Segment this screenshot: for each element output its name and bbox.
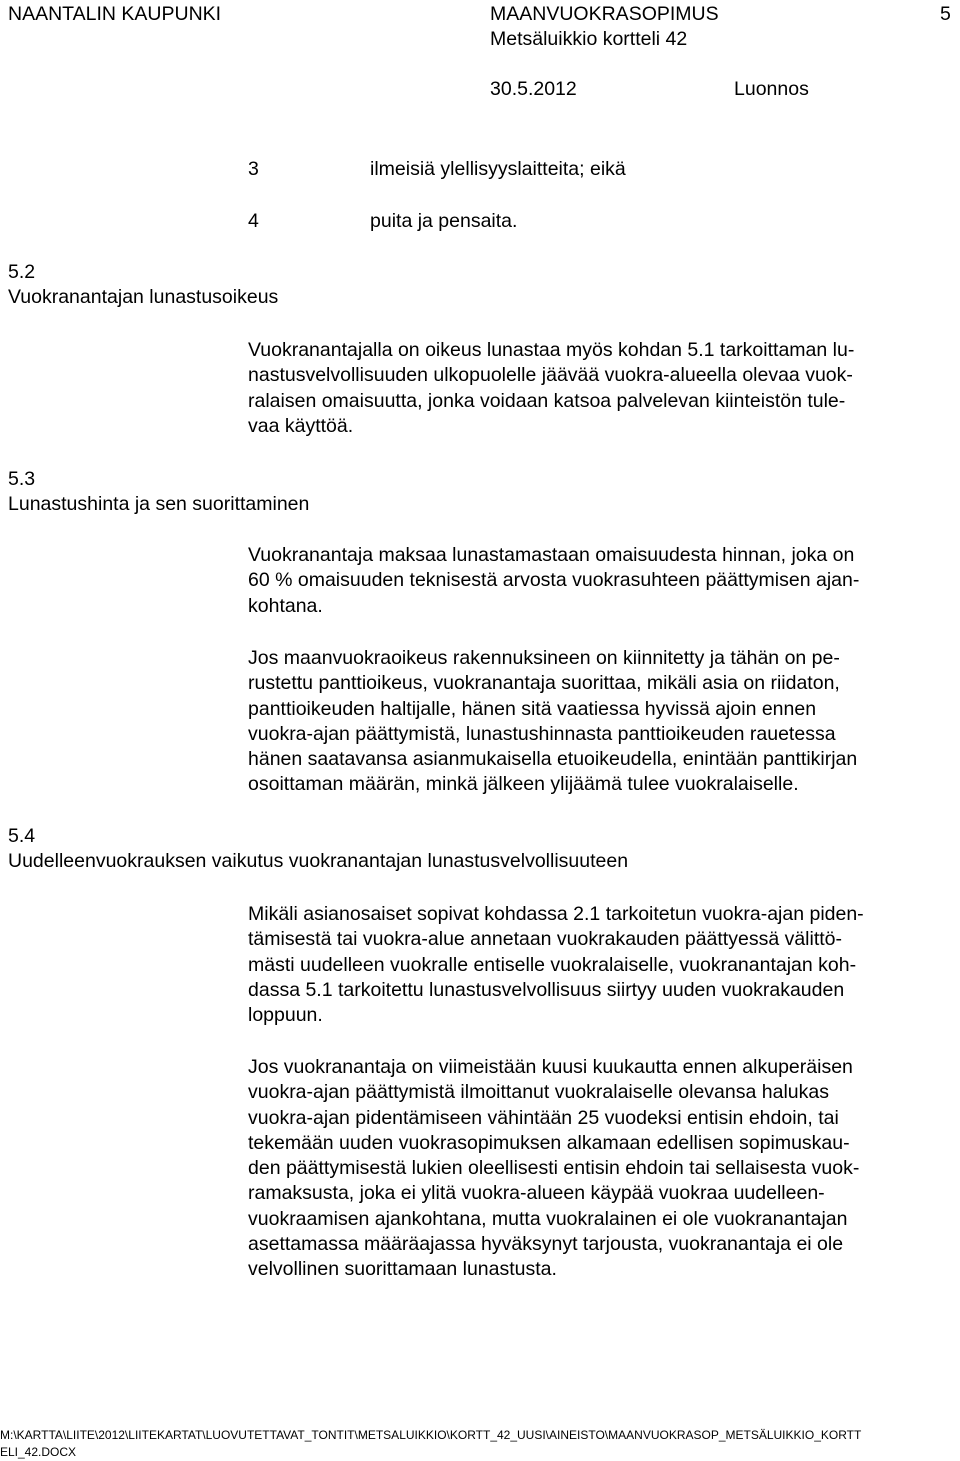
header-document-type: MAANVUOKRASOPIMUS <box>490 3 719 25</box>
paragraph-line: vaa käyttöä. <box>248 414 354 437</box>
paragraph <box>248 1055 960 1283</box>
section-title: Vuokranantajan lunastusoikeus <box>8 286 279 308</box>
footer-file-path <box>0 1427 861 1461</box>
header-status: Luonnos <box>734 78 809 100</box>
paragraph-line: tämisestä tai vuokra-alue annetaan vuokrakauden päättyessä välittö- <box>248 928 843 951</box>
paragraph-line: dassa 5.1 tarkoitettu lunastusvelvollisuus siirtyy uuden vuokrakauden <box>248 978 845 1001</box>
paragraph-line: mästi uudelleen vuokralle entiselle vuokralaiselle, vuokranantajan koh- <box>248 953 857 976</box>
paragraph-line: vuokra-ajan pidentämiseen vähintään 25 vuodeksi entisin ehdoin, tai <box>248 1106 839 1129</box>
paragraph <box>248 338 960 439</box>
paragraph-line: ramaksusta, joka ei ylitä vuokra-alueen käypää vuokraa uudelleen- <box>248 1182 825 1205</box>
section-number: 5.2 <box>8 261 36 283</box>
header-subject: Metsäluikkio kortteli 42 <box>490 28 688 50</box>
paragraph-line: Vuokranantajalla on oikeus lunastaa myös kohdan 5.1 tarkoittaman lu- <box>248 339 855 361</box>
section-number: 5.3 <box>8 468 36 490</box>
paragraph-line: hänen saatavansa asianmukaisella etuoikeudella, enintään panttikirjan <box>248 748 858 771</box>
list-item-text: puita ja pensaita. <box>370 210 518 232</box>
paragraph-line: nastusvelvollisuuden ulkopuolelle jäävää vuokra-alueella olevaa vuok- <box>248 364 853 387</box>
paragraph-line: Vuokranantaja maksaa lunastamastaan omaisuudesta hinnan, joka on <box>248 544 855 566</box>
paragraph-line: ralaisen omaisuutta, jonka voidaan katsoa palvelevan kiinteistön tule- <box>248 389 846 412</box>
paragraph-line: den päättymisestä lukien oleellisesti entisin ehdoin tai sellaisesta vuok- <box>248 1157 860 1180</box>
paragraph-line: velvollinen suorittamaan lunastusta. <box>248 1258 557 1281</box>
header-page-number: 5 <box>940 3 951 25</box>
paragraph-line: vuokraamisen ajankohtana, mutta vuokralainen ei ole vuokranantajan <box>248 1207 848 1230</box>
header-date: 30.5.2012 <box>490 78 577 100</box>
paragraph-line: kohtana. <box>248 594 323 617</box>
header-organization: NAANTALIN KAUPUNKI <box>8 3 222 25</box>
section-title: Uudelleenvuokrauksen vaikutus vuokranantajan lunastusvelvollisuuteen <box>8 850 629 872</box>
paragraph <box>248 902 960 1028</box>
paragraph-line: vuokra-ajan päättymistä, lunastushinnasta panttioikeuden rauetessa <box>248 722 836 745</box>
footer-path-line: ELI_42.DOCX <box>0 1445 77 1459</box>
paragraph-line: Mikäli asianosaiset sopivat kohdassa 2.1 tarkoitetun vuokra-ajan piden- <box>248 903 864 925</box>
paragraph-line: vuokra-ajan päättymistä ilmoittanut vuokralaiselle olevansa halukas <box>248 1081 829 1104</box>
paragraph-line: panttioikeuden haltijalle, hänen sitä vaatiessa hyvissä ajoin ennen <box>248 697 817 720</box>
list-item-number: 3 <box>248 158 259 180</box>
section-number: 5.4 <box>8 825 36 847</box>
paragraph <box>248 543 960 619</box>
paragraph-line: tekemään uuden vuokrasopimuksen alkamaan edellisen sopimuskau- <box>248 1131 850 1154</box>
section-title: Lunastushinta ja sen suorittaminen <box>8 493 310 515</box>
paragraph-line: asettamassa määräajassa hyväksynyt tarjousta, vuokranantaja ei ole <box>248 1233 844 1256</box>
paragraph-line: rustettu panttioikeus, vuokranantaja suorittaa, mikäli asia on riidaton, <box>248 672 840 695</box>
footer-path-line: M:\KARTTA\LIITE\2012\LIITEKARTAT\LUOVUTETTAVAT_TONTIT\METSALUIKKIO\KORTT_42_UUSI\AINEISTO\MAANVUOKRASOP_METSÄLUIKKIO_KORTT <box>0 1428 862 1442</box>
paragraph-line: 60 % omaisuuden teknisestä arvosta vuokrasuhteen päättymisen ajan- <box>248 569 860 592</box>
list-item-number: 4 <box>248 210 259 232</box>
paragraph-line: Jos vuokranantaja on viimeistään kuusi kuukautta ennen alkuperäisen <box>248 1056 853 1078</box>
paragraph <box>248 646 960 798</box>
paragraph-line: loppuun. <box>248 1004 323 1027</box>
list-item-text: ilmeisiä ylellisyyslaitteita; eikä <box>370 158 626 180</box>
paragraph-line: Jos maanvuokraoikeus rakennuksineen on kiinnitetty ja tähän on pe- <box>248 647 840 669</box>
paragraph-line: osoittaman määrän, minkä jälkeen ylijäämä tulee vuokralaiselle. <box>248 773 799 796</box>
